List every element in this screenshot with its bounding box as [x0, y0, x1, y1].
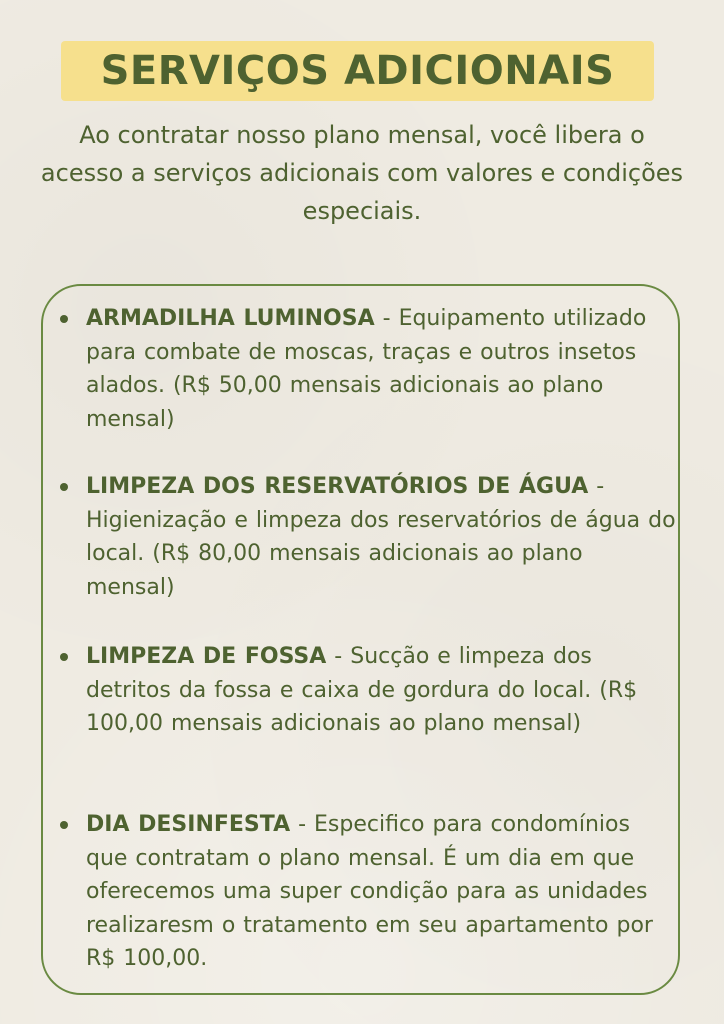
service-title: LIMPEZA DOS RESERVATÓRIOS DE ÁGUA — [86, 474, 589, 499]
service-title: ARMADILHA LUMINOSA — [86, 306, 375, 331]
bullet-icon — [60, 653, 68, 661]
bullet-icon — [60, 483, 68, 491]
title-banner — [61, 41, 654, 101]
service-separator: - — [326, 644, 351, 669]
intro-paragraph: Ao contratar nosso plano mensal, você libera o acesso a serviços adicionais com valores e condições especiais. — [40, 121, 684, 225]
service-title: DIA DESINFESTA — [86, 812, 291, 837]
service-description: Especifico para condomínios que contratam o plano mensal. É um dia em que oferecemos uma super condição para as unidades realizaresm o tratamento em seu apartamento por R$ 100,00. — [86, 812, 653, 971]
service-description: Sucção e limpeza dos detritos da fossa e caixa de gordura do local. (R$ 100,00 mensais adicionais ao plano mensal) — [86, 644, 638, 736]
service-separator: - — [374, 306, 399, 331]
service-separator: - — [588, 474, 605, 499]
service-description: Higienização e limpeza dos reservatórios de água do local. (R$ 80,00 mensais adicionais ao plano mensal) — [86, 507, 676, 600]
service-description: Equipamento utilizado para combate de moscas, traças e outros insetos alados. (R$ 50,00 mensais adicionais ao plano mensal) — [86, 306, 647, 432]
page-title: SERVIÇOS ADICIONAIS — [100, 48, 615, 94]
service-separator: - — [290, 812, 315, 837]
service-title: LIMPEZA DE FOSSA — [86, 644, 327, 669]
service-item-armadilha-luminosa — [86, 302, 676, 436]
bullet-icon — [60, 821, 68, 829]
bullet-icon — [60, 315, 68, 323]
service-item-limpeza-fossa — [86, 640, 676, 741]
service-item-limpeza-reservatorios — [86, 470, 676, 604]
service-item-dia-desinfesta — [86, 808, 676, 976]
